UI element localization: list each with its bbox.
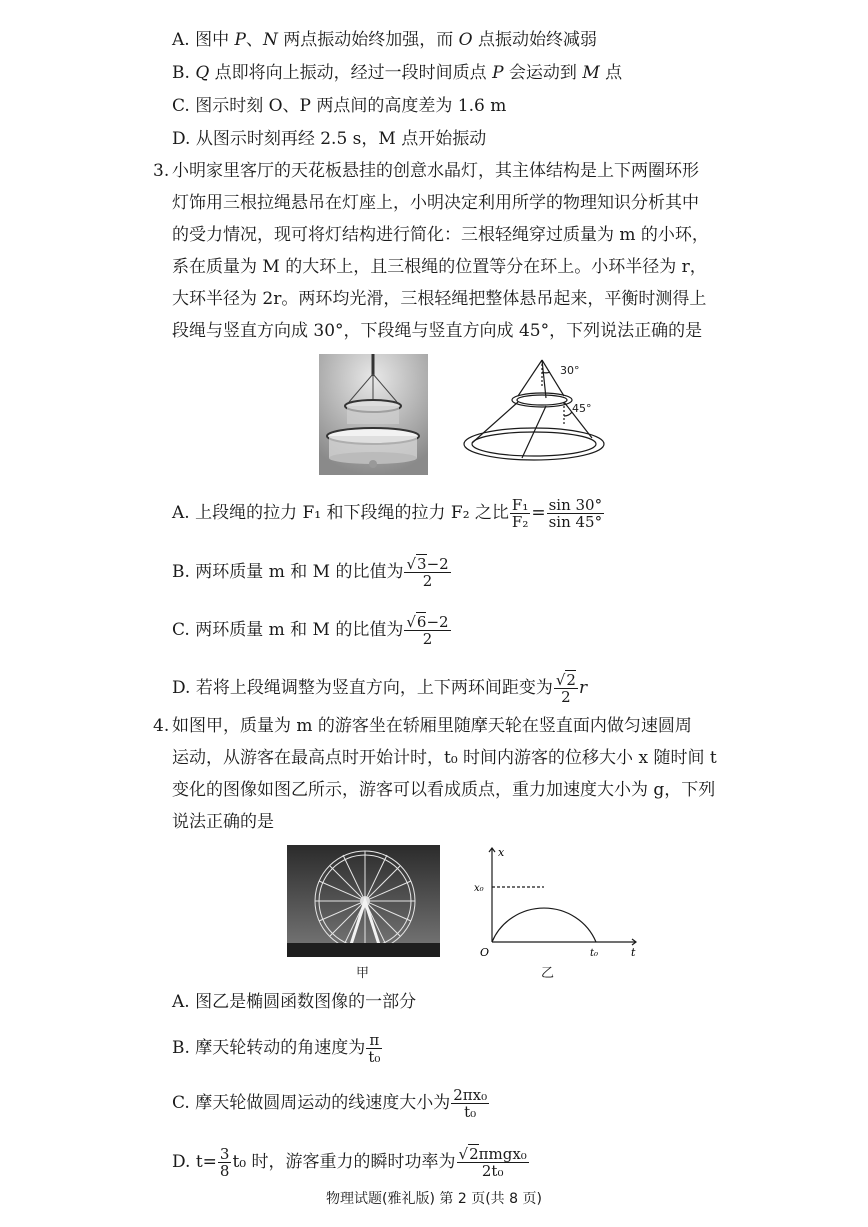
graph-origin: O [480, 946, 490, 959]
q3-b-den: 2 [422, 572, 433, 590]
q2-b-m: M [582, 63, 600, 83]
q4-line-4: 说法正确的是 [172, 812, 274, 832]
q2-b-mid2: 会运动到 [503, 63, 583, 83]
q2-b-p: P [492, 63, 504, 83]
q2-a-prefix: A. 图中 [172, 30, 235, 50]
page-footer: 物理试题(雅礼版) 第 2 页(共 8 页) [326, 1191, 542, 1207]
graph-x0: x₀ [474, 883, 484, 894]
q3-line-5: 大环半径为 2r。两环均光滑，三根轻绳把整体悬吊起来，平衡时测得上 [172, 289, 707, 309]
q3-c-text: C. 两环质量 m 和 M 的比值为 [172, 620, 404, 640]
q2-a-sep: 、 [245, 30, 263, 50]
q4-b-text: B. 摩天轮转动的角速度为 [172, 1038, 366, 1058]
q4-b-num: π [366, 1032, 382, 1049]
q3-c-den: 2 [422, 630, 433, 648]
q4-option-d [172, 1146, 530, 1179]
q2-option-d: D. 从图示时刻再经 2.5 s，M 点开始振动 [172, 129, 487, 149]
q4-line-2: 运动，从游客在最高点时开始计时，t₀ 时间内游客的位移大小 x 随时间 t [172, 748, 717, 768]
q2-b-mid: 点即将向上振动，经过一段时间质点 [209, 63, 493, 83]
q4-number: 4. [153, 716, 170, 736]
q3-line-1: 小明家里客厅的天花板悬挂的创意水晶灯，其主体结构是上下两圈环形 [172, 161, 699, 181]
angle-30-label: 30° [560, 364, 580, 377]
q3-b-text: B. 两环质量 m 和 M 的比值为 [172, 562, 404, 582]
q3-a-frac [510, 497, 530, 530]
q3-b-rest: −2 [426, 555, 449, 573]
q4-d-time-den: 8 [219, 1162, 230, 1180]
q2-a-o: O [458, 30, 473, 50]
q3-d-tail: r [578, 678, 588, 698]
x-t-graph [468, 842, 643, 962]
q3-d-text: D. 若将上段绳调整为竖直方向，上下两环间距变为 [172, 678, 553, 698]
caption-jia: 甲 [356, 966, 370, 981]
q3-a-frac-num: F₁ [511, 496, 529, 514]
q2-b-end: 点 [599, 63, 623, 83]
q3-c-rest: −2 [426, 613, 449, 631]
q3-option-d [172, 672, 587, 705]
q4-b-frac [366, 1032, 382, 1065]
ring-diagram-svg [460, 358, 605, 473]
q4-d-power-frac [457, 1146, 529, 1179]
q2-a-p: P [234, 30, 246, 50]
q3-c-root: 6 [416, 613, 427, 631]
q4-c-frac [451, 1087, 489, 1120]
q3-a-rhs-num: sin 30° [548, 496, 603, 514]
q4-option-c [172, 1087, 490, 1120]
q3-c-frac [404, 614, 450, 647]
q2-option-a [172, 28, 597, 52]
q3-d-frac [554, 672, 578, 705]
q3-a-rhs-den: sin 45° [548, 513, 603, 531]
caption-yi: 乙 [541, 966, 555, 981]
q4-option-a: A. 图乙是椭圆函数图像的一部分 [172, 992, 417, 1012]
q2-option-c: C. 图示时刻 O、P 两点间的高度差为 1.6 m [172, 96, 507, 116]
q4-option-b [172, 1032, 383, 1065]
q3-line-3: 的受力情况，现可将灯结构进行简化：三根轻绳穿过质量为 m 的小环， [172, 225, 709, 245]
q3-a-frac-den: F₂ [511, 513, 529, 531]
q4-line-3: 变化的图像如图乙所示，游客可以看成质点，重力加速度大小为 g，下列 [172, 780, 716, 800]
q3-d-num: √2 [555, 671, 576, 689]
q3-c-num: √6−2 [406, 613, 449, 631]
q3-b-root: 3 [417, 555, 427, 573]
q2-a-n: N [262, 30, 278, 50]
q2-b-prefix: B. [172, 63, 196, 83]
q3-option-a [172, 497, 605, 530]
q2-a-end: 点振动始终减弱 [472, 30, 597, 50]
q4-c-den: t₀ [464, 1103, 477, 1121]
q3-option-b [172, 556, 452, 589]
q4-d-rest: πmgx₀ [478, 1145, 527, 1163]
ring-diagram [460, 358, 605, 473]
q3-b-frac [404, 556, 450, 589]
q3-number: 3. [153, 161, 170, 181]
q4-d-prefix: D. t= [172, 1152, 217, 1172]
q4-d-den: 2t₀ [481, 1162, 504, 1180]
q2-option-b [172, 61, 622, 85]
x-t-graph-svg [468, 842, 643, 962]
q4-d-mid: t₀ 时，游客重力的瞬时功率为 [232, 1152, 456, 1172]
q3-a-eq: = [531, 503, 546, 523]
q2-a-rest: 两点振动始终加强，而 [277, 30, 459, 50]
graph-x-label: t [631, 946, 636, 959]
q3-d-den: 2 [561, 688, 571, 706]
q3-b-num: √3−2 [406, 555, 449, 573]
q4-d-time-num: 3 [219, 1145, 230, 1163]
q3-line-6: 段绳与竖直方向成 30°，下段绳与竖直方向成 45°，下列说法正确的是 [172, 321, 703, 341]
chandelier-photo [319, 354, 428, 475]
q4-d-time-frac [218, 1146, 232, 1179]
q4-c-num: 2πx₀ [453, 1086, 488, 1104]
graph-y-label: x [498, 846, 505, 859]
q4-b-den: t₀ [368, 1048, 381, 1066]
q3-a-rhs [547, 497, 605, 530]
q3-a-text: A. 上段绳的拉力 F₁ 和下段绳的拉力 F₂ 之比 [172, 503, 509, 523]
q3-d-root: 2 [566, 671, 576, 689]
q2-b-q: Q [195, 63, 210, 83]
q4-d-power-num: √2πmgx₀ [458, 1145, 527, 1163]
q3-line-2: 灯饰用三根拉绳悬吊在灯座上，小明决定利用所学的物理知识分析其中 [172, 193, 699, 213]
ferris-wheel-photo [287, 845, 440, 957]
q3-line-4: 系在质量为 M 的大环上，且三根绳的位置等分在环上。小环半径为 r， [172, 257, 707, 277]
graph-t0: t₀ [590, 948, 599, 959]
angle-45-label: 45° [572, 402, 592, 415]
q3-option-c [172, 614, 452, 647]
q4-d-root: 2 [469, 1145, 479, 1163]
q4-line-1: 如图甲，质量为 m 的游客坐在轿厢里随摩天轮在竖直面内做匀速圆周 [172, 716, 692, 736]
q4-c-text: C. 摩天轮做圆周运动的线速度大小为 [172, 1093, 451, 1113]
